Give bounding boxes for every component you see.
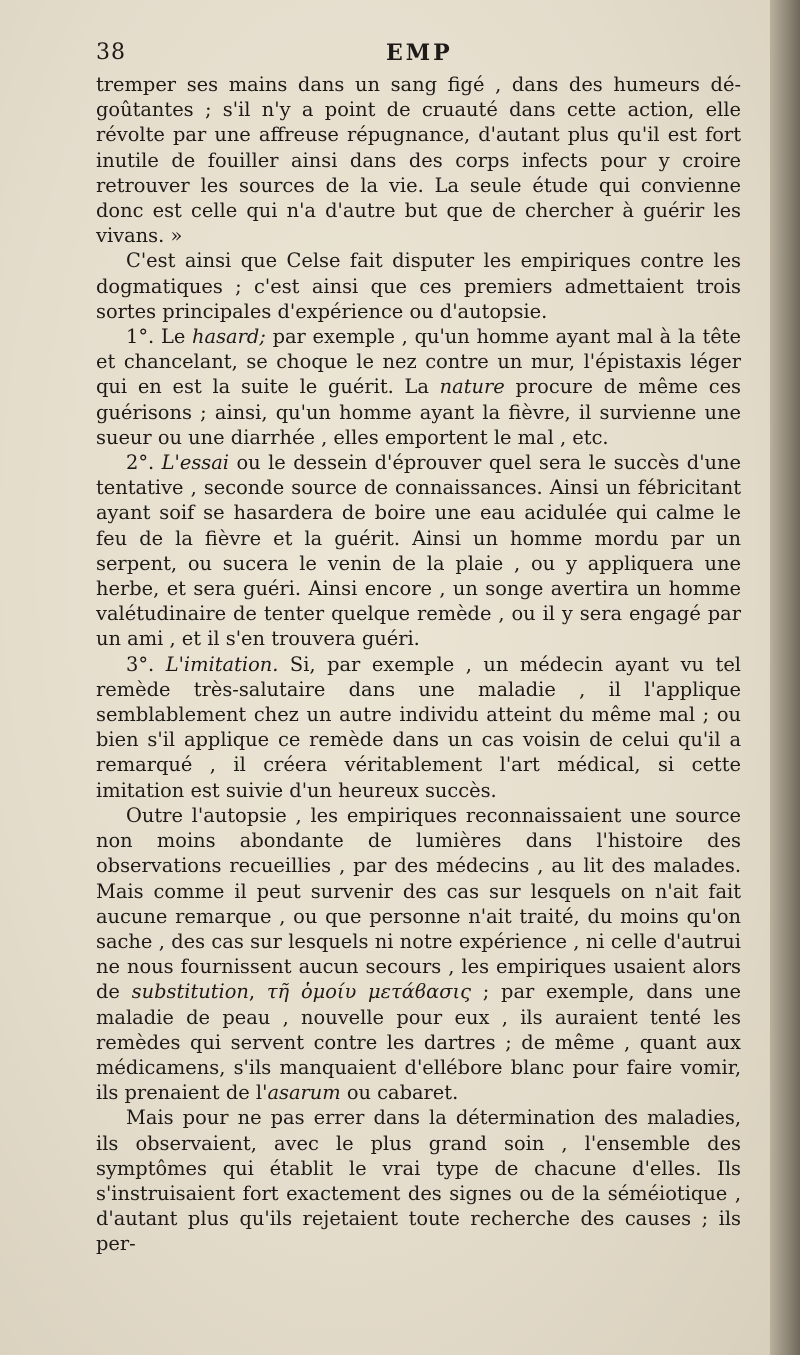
text-segment: Outre l'autopsie , les empiriques reconnaissaient une source non moins abondante de lumières dans l'histoire des observations recueillies , par des médecins , au lit des malades. Mais comme il peut survenir des cas sur lesquels on n'ait fait aucune remarque , ou que personne n'ait traité, du moins qu'on sache , des cas sur lesquels ni notre expérience , ni celle d'autrui ne nous fournissent aucun secours , les empiriques usaient alors de <box>96 803 741 1004</box>
paragraph <box>96 248 741 324</box>
italic-text: L'imitation. <box>165 652 279 676</box>
text-segment: tremper ses mains dans un sang figé , dans des humeurs dé-goûtantes ; s'il n'y a point de cruauté dans cette action, elle révolte par une affreuse répugnance, d'autant plus qu'il est fort inutile de fouiller ainsi dans des corps infects pour y croire retrouver les sources de la vie. La seule étude qui convienne donc est celle qui n'a d'autre but que de chercher à guérir les vivans. » <box>96 73 741 248</box>
text-segment: 3°. <box>126 652 166 676</box>
paragraph <box>96 72 741 248</box>
page-number: 38 <box>96 40 126 65</box>
text-segment: ou cabaret. <box>340 1081 459 1105</box>
text-segment: , <box>248 980 267 1004</box>
italic-text: asarum <box>267 1081 341 1105</box>
text-segment: Mais pour ne pas errer dans la détermination des maladies, ils observaient, avec le plus grand soin , l'ensemble des symptômes qui établit le vrai type de chacune d'elles. Ils s'instruisaient fort exactement des signes ou de la séméiotique , d'autant plus qu'ils rejetaient toute recherche des causes ; ils per- <box>96 1106 741 1256</box>
text-segment: ou le dessein d'éprouver quel sera le succès d'une tentative , seconde source de connaissances. Ainsi un fébricitant ayant soif se hasardera de boire une eau acidulée qui calme le feu de la fièvre et la guérit. Ainsi un homme mordu par un serpent, ou sucera le venin de la plaie , ou y appliquera une herbe, et sera guéri. Ainsi encore , un songe avertira un homme valétudinaire de tenter quelque remède , ou il y sera engagé par un ami , et il s'en trouvera guéri. <box>96 451 741 651</box>
italic-text: substitution <box>131 980 249 1004</box>
page-header <box>96 40 741 74</box>
paragraph <box>96 652 741 803</box>
paragraph <box>96 450 741 652</box>
body-text <box>96 72 741 1257</box>
italic-text: nature <box>439 375 505 399</box>
text-segment: 1°. Le <box>126 325 193 349</box>
text-segment: Si, par exemple , un médecin ayant vu tel remède très-salutaire dans une maladie , il l'applique semblablement chez un autre individu atteint du même mal ; ou bien s'il applique ce remède dans un cas voisin de celui qu'il a remarqué , il créera véritablement l'art médical, si cette imitation est suivie d'un heureux succès. <box>96 652 741 802</box>
italic-text: τῆ ὁμοίυ μετάϐασις <box>266 980 471 1004</box>
text-segment: ; par exemple, dans une maladie de peau , nouvelle pour eux , ils auraient tenté les remèdes qui servent contre les dartres ; de même , quant aux médicamens, s'ils manquaient d'ellébore blanc pour faire vomir, ils prenaient de l' <box>96 980 741 1105</box>
text-segment: 2°. <box>126 451 162 475</box>
italic-text: L'essai <box>161 451 230 475</box>
paragraph <box>96 803 741 1105</box>
book-gutter <box>770 0 800 1355</box>
running-head: EMP <box>386 40 453 66</box>
text-segment: C'est ainsi que Celse fait disputer les empiriques contre les dogmatiques ; c'est ainsi que ces premiers admettaient trois sortes principales d'expérience ou d'autopsie. <box>96 249 741 323</box>
paragraph <box>96 324 741 450</box>
text-segment: par exemple , qu'un homme ayant mal à la tête et chancelant, se choque le nez contre un mur, l'épistaxis léger qui en est la suite le guérit. La <box>96 325 741 399</box>
italic-text: hasard; <box>192 325 266 349</box>
text-segment: procure de même ces guérisons ; ainsi, qu'un homme ayant la fièvre, il survienne une sueur ou une diarrhée , elles emportent le mal , etc. <box>96 375 741 449</box>
paragraph <box>96 1105 741 1256</box>
